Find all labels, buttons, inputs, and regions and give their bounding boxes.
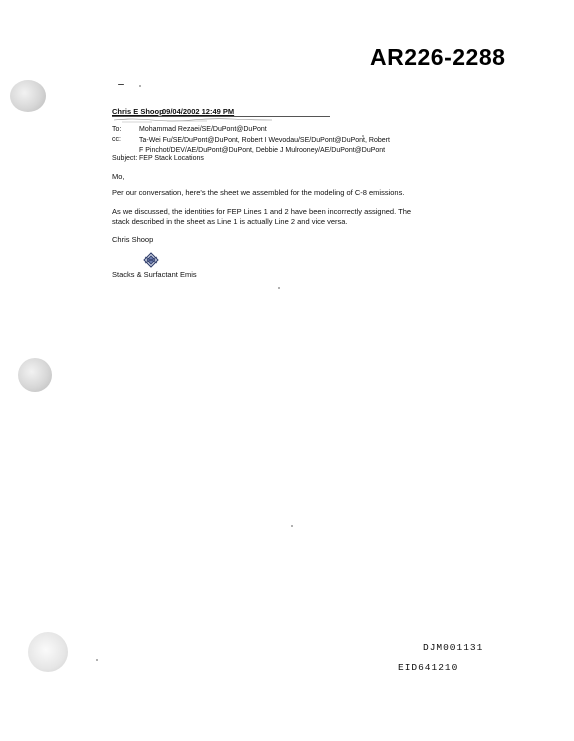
- bates-number: EID641210: [398, 662, 459, 673]
- cc-label: cc:: [112, 136, 121, 143]
- scan-speck: [291, 525, 293, 527]
- subject-value: FEP Stack Locations: [139, 155, 204, 162]
- memo-sent-date: 09/04/2002 12:49 PM: [162, 107, 235, 116]
- memo-greeting: Mo,: [112, 172, 125, 181]
- punch-hole-bottom: [28, 632, 68, 672]
- scan-speck: [278, 287, 280, 289]
- header-scan-noise: [112, 117, 322, 123]
- to-label: To:: [112, 126, 122, 133]
- attachment-name[interactable]: Stacks & Surfactant Emis: [112, 270, 197, 279]
- to-value: Mohammad Rezaei/SE/DuPont@DuPont: [139, 126, 267, 133]
- document-id-stamp: AR226-2288: [370, 44, 506, 70]
- scan-speck: [139, 85, 141, 87]
- scan-speck: [96, 659, 98, 661]
- bates-number: DJM001131: [423, 642, 484, 653]
- subject-label: Subject:: [112, 155, 138, 162]
- spreadsheet-file-icon[interactable]: [140, 251, 162, 269]
- scan-speck: [118, 84, 124, 85]
- punch-hole-middle: [18, 358, 52, 392]
- memo-paragraph: As we discussed, the identities for FEP Lines 1 and 2 have been incorrectly assigned. The stack described in the sheet as Line 1 is actually Line 2 and vice versa.: [112, 207, 412, 226]
- punch-hole-top: [10, 80, 46, 112]
- memo-sender: Chris E Shoop: [112, 107, 164, 116]
- memo-paragraph: Per our conversation, here's the sheet we assembled for the modeling of C-8 emissions.: [112, 188, 405, 197]
- memo-signature: Chris Shoop: [112, 235, 154, 244]
- cc-value: Ta-Wei Fu/SE/DuPont@DuPont, Robert I Wevodau/SE/DuPont@DuPont, Robert F Pinchot/DEV/AE/DuPont@DuPont, Debbie J Mulrooney/AE/DuPont@DuPont: [139, 137, 390, 154]
